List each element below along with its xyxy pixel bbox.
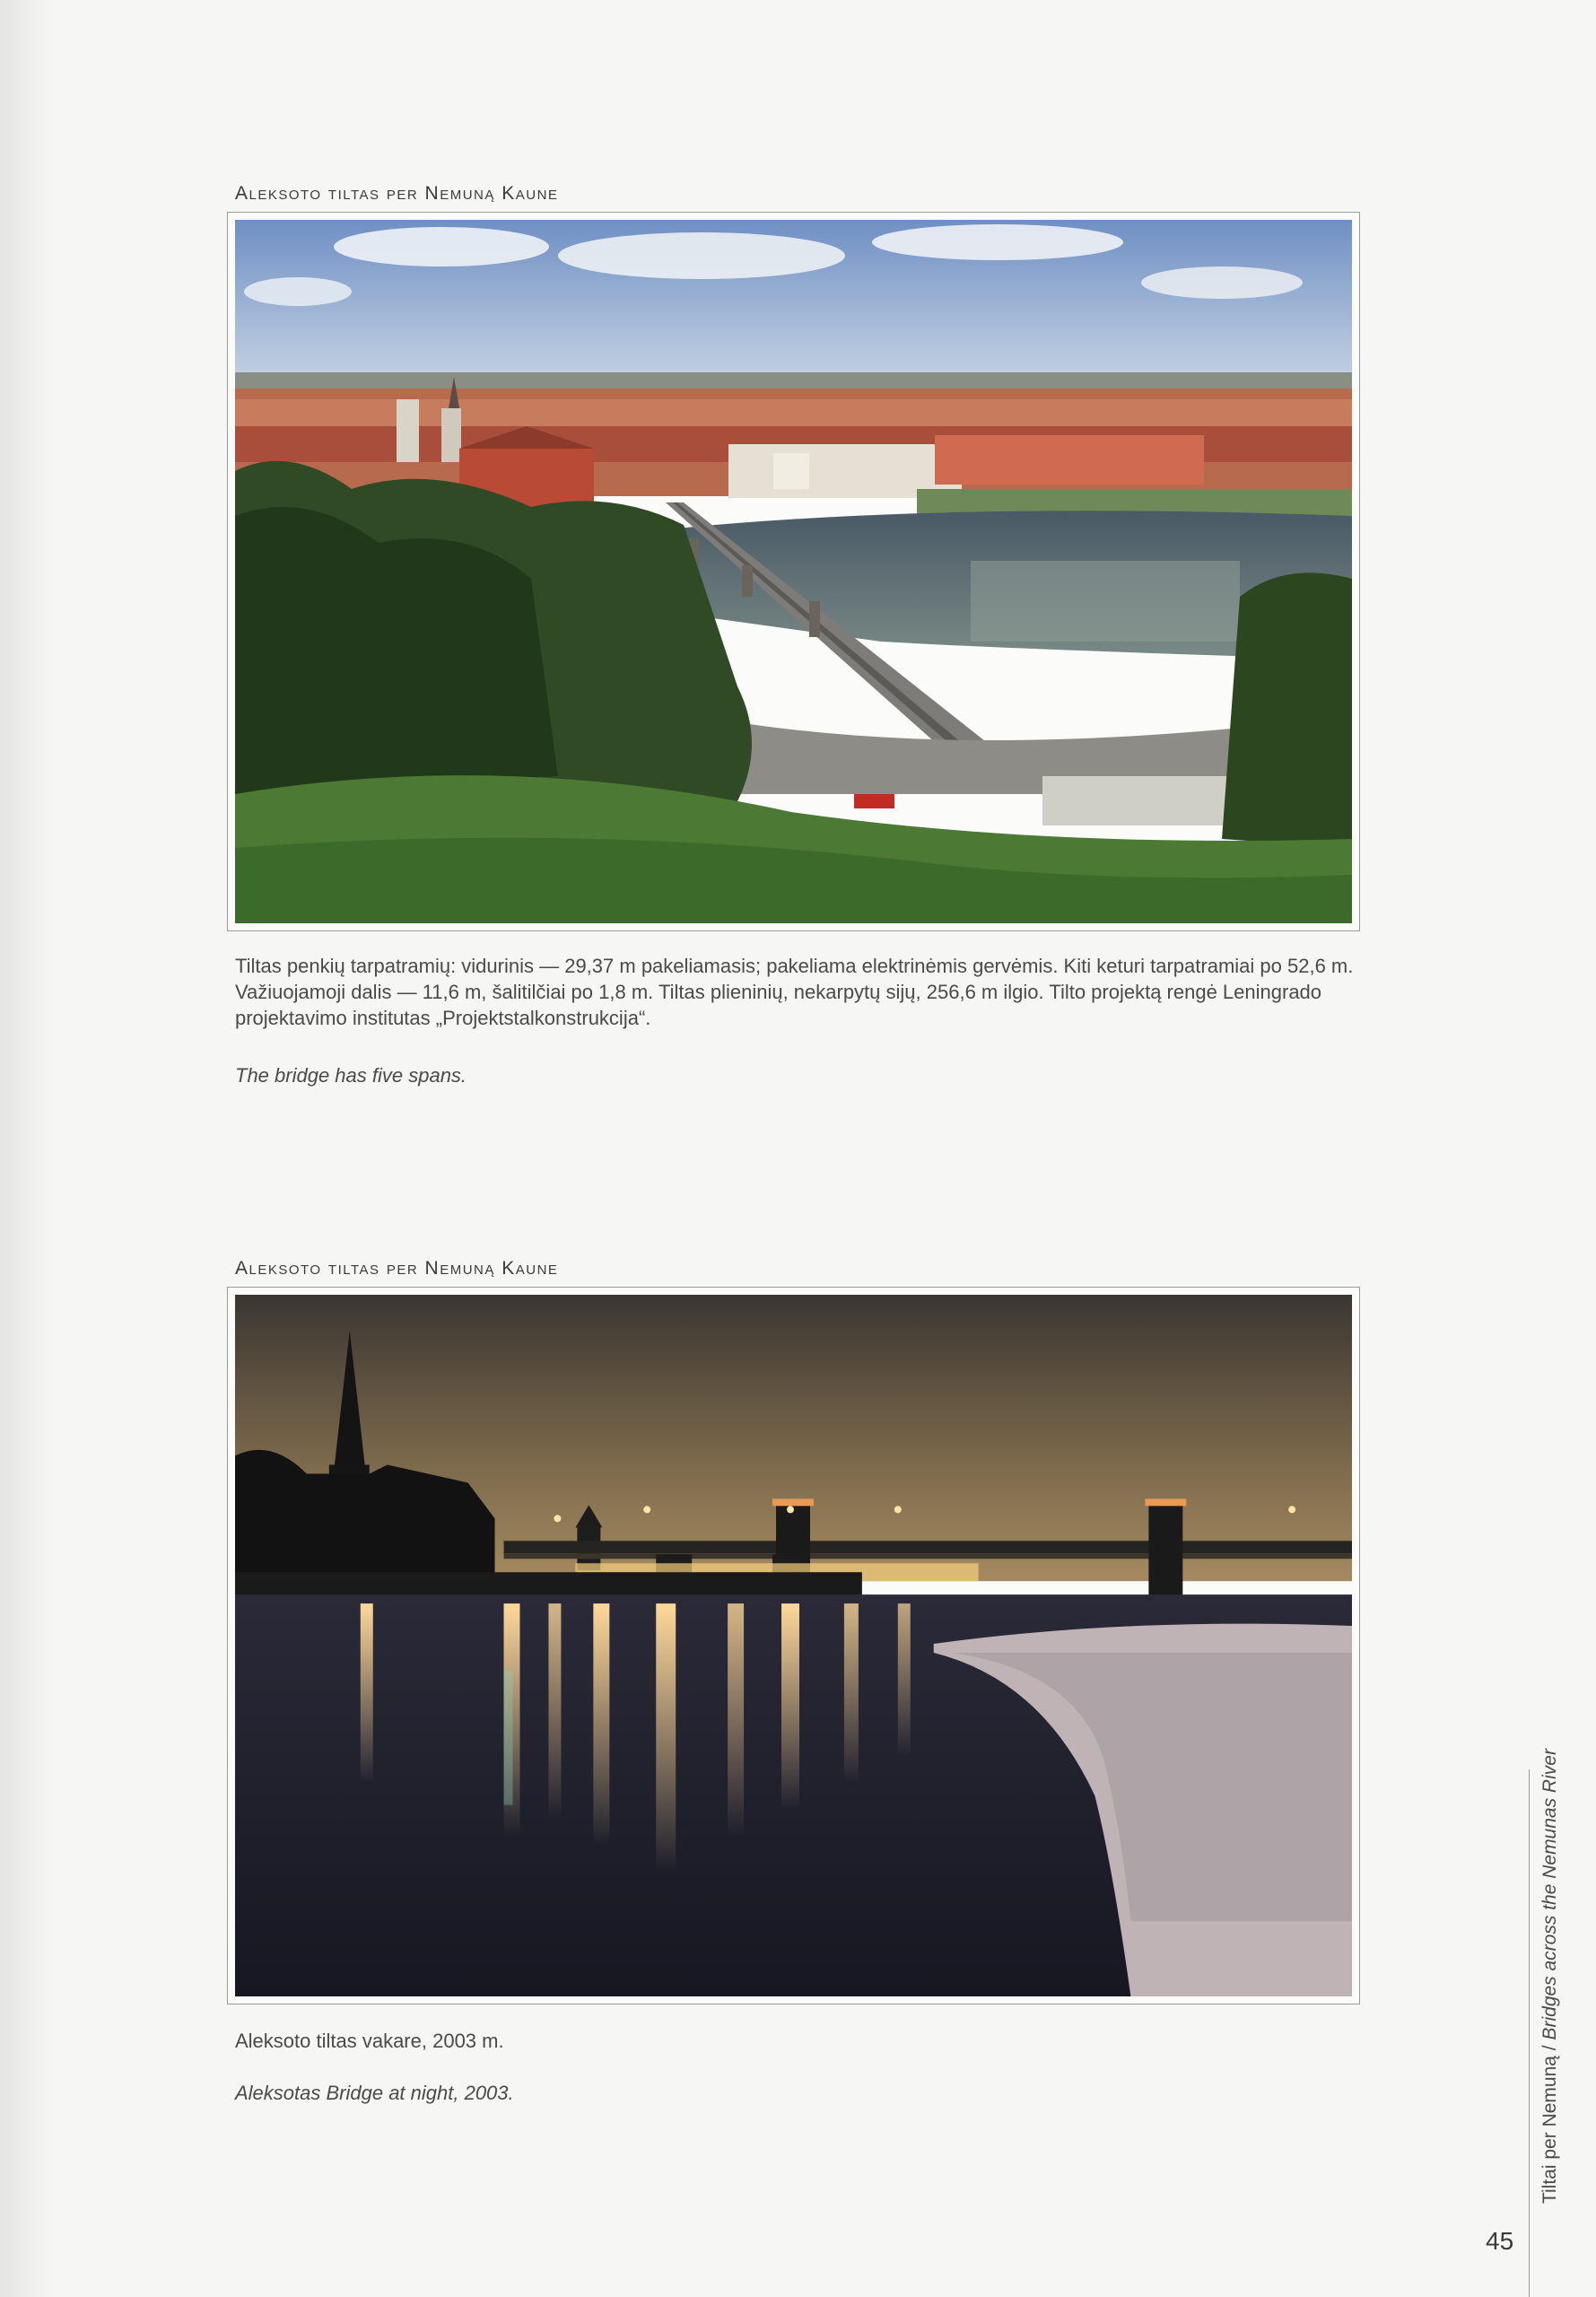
running-title: [1539, 1749, 1566, 2204]
figure-2-photo-night-bridge: [235, 1295, 1352, 1996]
running-title-en: Bridges across the Nemunas River: [1539, 1749, 1560, 2040]
figure-1-photo-day-panorama: [235, 220, 1352, 923]
figure-2-caption-lt: Aleksoto tiltas vakare, 2003 m.: [235, 2030, 504, 2052]
figure-2-frame: [227, 1287, 1360, 2004]
page-edge-shade: [0, 0, 54, 2297]
figure-2-heading: Aleksoto tiltas per Nemuną Kaune: [235, 1258, 559, 1279]
figure-1-caption-en: The bridge has five spans.: [235, 1064, 467, 1087]
figure-2-caption-en: Aleksotas Bridge at night, 2003.: [235, 2082, 514, 2104]
side-rule: [1529, 1769, 1530, 2297]
page-number: 45: [1486, 2227, 1514, 2255]
figure-1-frame: [227, 212, 1360, 931]
figure-1-caption-lt: Tiltas penkių tarpatramių: vidurinis — 29,37 m pakeliamasis; pakeliama elektrinėmis gervėmis. Kiti keturi tarpatramiai po 52,6 m. Važiuojamoji dalis — 11,6 m, šalitilčiai po 1,8 m. Tiltas plieninių, nekarpytų sijų, 256,6 m ilgio. Tilto projektą rengė Leningrado projektavimo institutas „Projektstalkonstrukcija“.: [235, 955, 1354, 1029]
figure-1-heading: Aleksoto tiltas per Nemuną Kaune: [235, 183, 559, 204]
running-title-lt: Tiltai per Nemuną /: [1539, 2039, 1560, 2204]
